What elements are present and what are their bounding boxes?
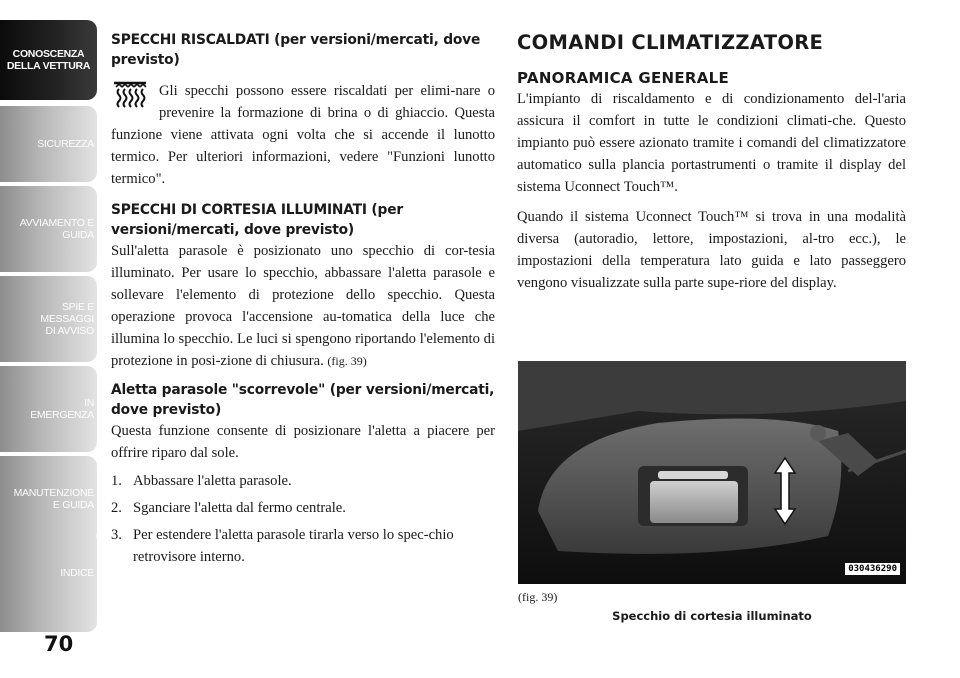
step-text: Sganciare l'aletta dal fermo centrale. bbox=[133, 500, 346, 516]
heated-mirrors-section bbox=[111, 80, 495, 190]
overview-paragraph-2: Quando il sistema Uconnect Touch™ si trova in una modalità diversa (autoradio, lettore, impostazioni, al-tro ecc.), le impostazioni della temperatura lato guida e lato passeggero vengono visualizzate sulla parte supe-riore del display. bbox=[517, 209, 906, 291]
tab-manutenzione-e-guida[interactable]: MANUTENZIONE E GUIDA bbox=[0, 456, 97, 542]
figure-reference: (fig. 39) bbox=[518, 590, 558, 604]
heated-mirror-icon bbox=[111, 80, 159, 124]
step-number: 3. bbox=[111, 527, 122, 543]
climate-controls-title: COMANDI CLIMATIZZATORE bbox=[517, 31, 824, 54]
vanity-mirror-photo bbox=[518, 361, 906, 584]
sliding-visor-heading: Aletta parasole "scorrevole" (per versioni/mercati, dove previsto) bbox=[111, 382, 495, 418]
figure-code: 030436290 bbox=[845, 563, 900, 575]
list-item bbox=[111, 470, 495, 492]
right-column bbox=[517, 30, 906, 294]
overview-paragraph-1: L'impianto di riscaldamento e di condizionamento del-l'aria assicura il comfort in tutte le condizioni climati-che. Questo impianto può essere azionato tramite i comandi del climatizzatore automatico sulla plancia portastrumenti o tramite il display del sistema Uconnect Touch™. bbox=[517, 91, 906, 195]
step-number: 2. bbox=[111, 500, 122, 516]
heated-mirrors-text: Gli specchi possono essere riscaldati per elimi-nare o prevenire la formazione di brina o di ghiaccio. Questa funzione viene attivata ogni volta che si accende il lunotto termico. Per ulteriori informazioni, vedere "Funzioni lunotto termico". bbox=[111, 83, 495, 187]
general-overview-heading: PANORAMICA GENERALE bbox=[517, 69, 730, 87]
tab-in-emergenza[interactable]: IN EMERGENZA bbox=[0, 366, 97, 452]
tab-avviamento-e-guida[interactable]: AVVIAMENTO E GUIDA bbox=[0, 186, 97, 272]
tab-conoscenza-della-vettura[interactable]: CONOSCENZA DELLA VETTURA bbox=[0, 20, 97, 100]
tab-sicurezza[interactable]: SICUREZZA bbox=[0, 106, 97, 182]
heated-mirrors-heading: SPECCHI RISCALDATI (per versioni/mercati, dove previsto) bbox=[111, 32, 481, 68]
vanity-mirrors-body: Sull'aletta parasole è posizionato uno specchio di cor-tesia illuminato. Per usare lo specchio, abbassare l'aletta parasole e sollevare l'elemento di protezione dello specchio. Questa operazione provoca l'accensione au-tomatica della luce che illumina lo specchio. Le luci si spengono riportando l'elemento di protezione in posi-zione di chiusura. bbox=[111, 243, 495, 369]
vanity-mirrors-text bbox=[111, 240, 495, 372]
page-number: 70 bbox=[44, 632, 74, 656]
vanity-mirrors-heading: SPECCHI DI CORTESIA ILLUMINATI (per versioni/mercati, dove previsto) bbox=[111, 202, 403, 238]
tab-spie-e-messaggi[interactable]: SPIE E MESSAGGI DI AVVISO bbox=[0, 276, 97, 362]
list-item bbox=[111, 524, 495, 568]
fig-39-reference[interactable]: (fig. 39) bbox=[327, 354, 367, 368]
sliding-visor-steps bbox=[111, 470, 495, 568]
step-text: Per estendere l'aletta parasole tirarla verso lo spec-chio retrovisore interno. bbox=[133, 527, 454, 565]
left-column bbox=[111, 30, 495, 573]
step-number: 1. bbox=[111, 473, 122, 489]
tab-indice[interactable]: INDICE bbox=[0, 530, 97, 616]
sliding-visor-text: Questa funzione consente di posizionare l'aletta a piacere per offrire riparo dal sole. bbox=[111, 423, 495, 461]
step-text: Abbassare l'aletta parasole. bbox=[133, 473, 292, 489]
figure-caption: Specchio di cortesia illuminato bbox=[612, 609, 812, 623]
sun-visor-illustration bbox=[518, 361, 906, 584]
list-item bbox=[111, 497, 495, 519]
